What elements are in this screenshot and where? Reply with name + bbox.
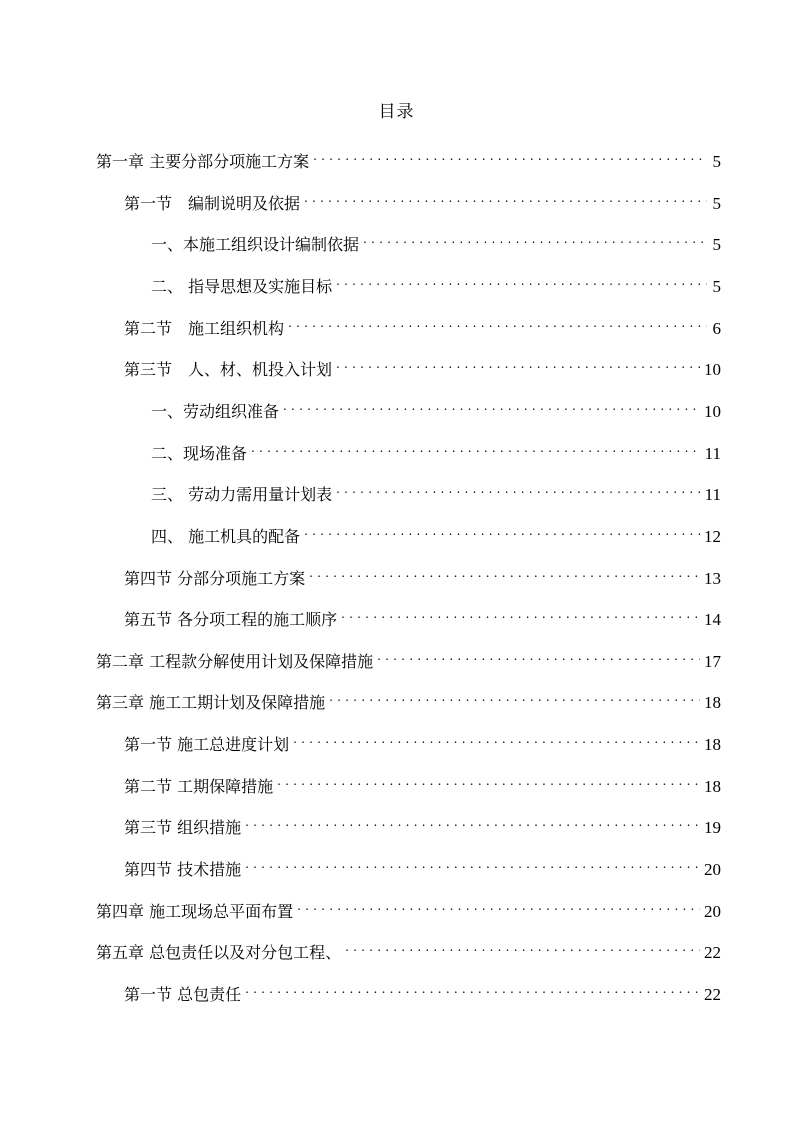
- toc-entry[interactable]: [0, 435, 721, 463]
- toc-page-number: 13: [704, 569, 721, 588]
- toc-entry[interactable]: [0, 268, 721, 296]
- toc-entry[interactable]: [0, 226, 721, 254]
- toc-entry-title: 二、 指导思想及实施目标: [151, 277, 333, 296]
- toc-entry[interactable]: [0, 393, 721, 421]
- toc-page-number: 18: [704, 693, 721, 712]
- toc-dot-leader: [288, 310, 707, 334]
- toc-page-number: 5: [712, 194, 721, 213]
- toc-entry-title: 三、 劳动力需用量计划表: [151, 485, 333, 504]
- toc-page-number: 22: [704, 985, 721, 1004]
- toc-entry[interactable]: [0, 851, 721, 879]
- toc-page-number: 6: [712, 319, 721, 338]
- toc-entry-title: 第二节 施工组织机构: [124, 319, 285, 338]
- toc-dot-leader: [245, 976, 700, 1000]
- toc-page-number: 22: [704, 943, 721, 962]
- toc-entry[interactable]: [0, 560, 721, 588]
- toc-entry[interactable]: [0, 143, 721, 171]
- toc-entry-title: 第二节 工期保障措施: [124, 777, 274, 796]
- toc-entry[interactable]: [0, 643, 721, 671]
- toc-entry[interactable]: [0, 601, 721, 629]
- toc-entry[interactable]: [0, 351, 721, 379]
- toc-entry-title: 第三节 人、材、机投入计划: [124, 360, 333, 379]
- toc-dot-leader: [283, 393, 700, 417]
- toc-entry[interactable]: [0, 768, 721, 796]
- toc-page-number: 18: [704, 735, 721, 754]
- toc-dot-leader: [345, 934, 700, 958]
- toc-page-number: 5: [712, 235, 721, 254]
- toc-entry[interactable]: [0, 976, 721, 1004]
- toc-dot-leader: [309, 560, 700, 584]
- toc-entry[interactable]: [0, 684, 721, 712]
- toc-page-number: 10: [704, 360, 721, 379]
- toc-dot-leader: [293, 726, 700, 750]
- toc-entry-title: 四、 施工机具的配备: [151, 527, 301, 546]
- toc-entry-title: 第二章 工程款分解使用计划及保障措施: [96, 652, 374, 671]
- toc-dot-leader: [313, 143, 707, 167]
- toc-dot-leader: [329, 684, 700, 708]
- toc-dot-leader: [297, 893, 700, 917]
- toc-entry-title: 二、现场准备: [151, 444, 248, 463]
- toc-page-number: 11: [704, 444, 721, 463]
- toc-entry-title: 第三章 施工工期计划及保障措施: [96, 693, 326, 712]
- toc-page-number: 12: [704, 527, 721, 546]
- toc-dot-leader: [341, 601, 700, 625]
- toc-entry-title: 第一章 主要分部分项施工方案: [96, 152, 310, 171]
- toc-entry[interactable]: [0, 518, 721, 546]
- toc-dot-leader: [304, 518, 700, 542]
- toc-dot-leader: [336, 268, 707, 292]
- toc-entry-title: 第五节 各分项工程的施工顺序: [124, 610, 338, 629]
- toc-page-number: 5: [712, 152, 721, 171]
- toc-entry-title: 第一节 编制说明及依据: [124, 194, 301, 213]
- toc-entry[interactable]: [0, 726, 721, 754]
- toc-entry-title: 第五章 总包责任以及对分包工程、: [96, 943, 342, 962]
- toc-page-number: 5: [712, 277, 721, 296]
- toc-dot-leader: [245, 851, 700, 875]
- toc-entry[interactable]: [0, 809, 721, 837]
- toc-page-number: 17: [704, 652, 721, 671]
- toc-title: 目录: [378, 102, 415, 122]
- toc-dot-leader: [251, 435, 701, 459]
- toc-entry-title: 第一节 施工总进度计划: [124, 735, 290, 754]
- toc-entry-title: 一、本施工组织设计编制依据: [151, 235, 360, 254]
- toc-page-number: 10: [704, 402, 721, 421]
- toc-entry-title: 第四节 技术措施: [124, 860, 242, 879]
- toc-entry-title: 第三节 组织措施: [124, 818, 242, 837]
- toc-entry-title: 第四节 分部分项施工方案: [124, 569, 306, 588]
- toc-dot-leader: [304, 185, 707, 209]
- toc-entry[interactable]: [0, 893, 721, 921]
- toc-entry[interactable]: [0, 310, 721, 338]
- toc-entry[interactable]: [0, 934, 721, 962]
- toc-dot-leader: [363, 226, 707, 250]
- toc-page-number: 20: [704, 902, 721, 921]
- toc-entry[interactable]: [0, 476, 721, 504]
- toc-dot-leader: [245, 809, 700, 833]
- toc-page-number: 18: [704, 777, 721, 796]
- toc-page-number: 14: [704, 610, 721, 629]
- toc-dot-leader: [377, 643, 700, 667]
- toc-dot-leader: [336, 476, 701, 500]
- toc-page-number: 20: [704, 860, 721, 879]
- toc-entry-title: 第四章 施工现场总平面布置: [96, 902, 294, 921]
- toc-entry-title: 第一节 总包责任: [124, 985, 242, 1004]
- toc-entry-title: 一、劳动组织准备: [151, 402, 280, 421]
- toc-page-number: 11: [704, 485, 721, 504]
- toc-dot-leader: [336, 351, 700, 375]
- toc-entry[interactable]: [0, 185, 721, 213]
- toc-dot-leader: [277, 768, 700, 792]
- toc-page-number: 19: [704, 818, 721, 837]
